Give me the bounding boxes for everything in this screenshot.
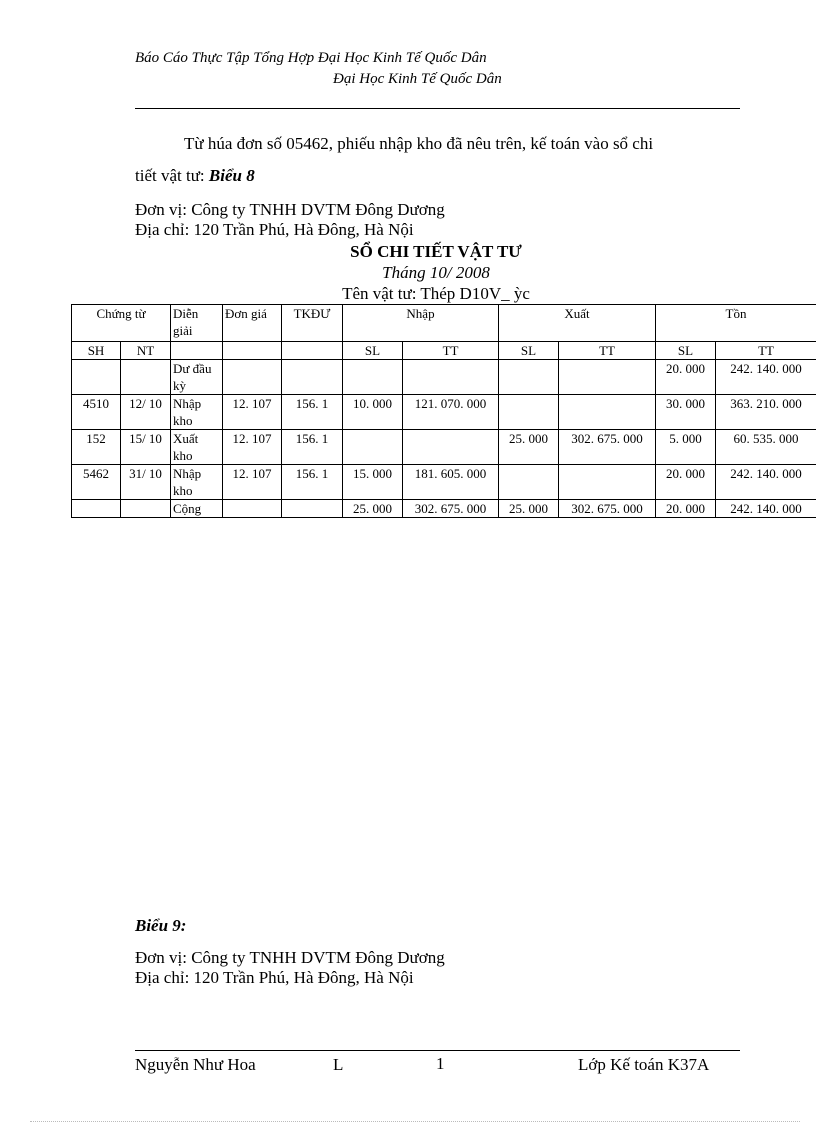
col-xuat-tt: TT: [559, 342, 656, 360]
col-xuat-sl: SL: [499, 342, 559, 360]
table-cell: [499, 395, 559, 430]
table-cell: 181. 605. 000: [403, 465, 499, 500]
header-row-2: [72, 342, 816, 360]
table-cell: 302. 675. 000: [559, 500, 656, 518]
intro-line2-text: tiết vật tư:: [135, 166, 209, 185]
table-cell: [559, 465, 656, 500]
footer-mark: L: [333, 1055, 344, 1074]
table-cell: 25. 000: [343, 500, 403, 518]
col-ton-tt: TT: [716, 342, 816, 360]
table-cell: 152: [72, 430, 121, 465]
table-cell: 12. 107: [223, 430, 282, 465]
footer-class: Lớp Kế toán K37A: [578, 1055, 710, 1074]
table-cell: [559, 360, 656, 395]
col-nt: NT: [121, 342, 171, 360]
table-cell: [403, 430, 499, 465]
col-tkdu: TKĐƯ: [282, 305, 343, 342]
table-cell: [121, 360, 171, 395]
col-chung-tu: Chứng từ: [72, 305, 171, 342]
table-cell: 15. 000: [343, 465, 403, 500]
table-cell: 25. 000: [499, 430, 559, 465]
table-cell: [121, 500, 171, 518]
table-cell: 12/ 10: [121, 395, 171, 430]
ledger-material: Tên vật tư: Thép D10V_ ỳc: [342, 284, 530, 303]
intro-line1: Từ húa đơn số 05462, phiếu nhập kho đã nêu trên, kế toán vào sổ chi: [184, 134, 654, 153]
table-cell: [282, 360, 343, 395]
table-cell: 242. 140. 000: [716, 465, 816, 500]
col-nhap-tt: TT: [403, 342, 499, 360]
table-cell: 31/ 10: [121, 465, 171, 500]
table-row: [72, 395, 816, 430]
table-cell: [499, 360, 559, 395]
bieu9-unit-address: Địa chỉ: 120 Trần Phú, Hà Đông, Hà Nội: [135, 968, 414, 987]
table-cell: 20. 000: [656, 360, 716, 395]
ledger-table: [71, 304, 816, 518]
col-dien-giai: Diễn giải: [171, 305, 223, 342]
table-cell: Cộng: [171, 500, 223, 518]
page-number: 1: [436, 1054, 445, 1073]
table-cell: [559, 395, 656, 430]
ledger-body: [72, 360, 816, 518]
table-cell: Nhập kho: [171, 465, 223, 500]
table-row: [72, 500, 816, 518]
unit-name: Đơn vị: Công ty TNHH DVTM Đông Dương: [135, 200, 445, 219]
table-row: [72, 360, 816, 395]
table-cell: 242. 140. 000: [716, 500, 816, 518]
table-cell: [282, 500, 343, 518]
bieu9-unit-name: Đơn vị: Công ty TNHH DVTM Đông Dương: [135, 948, 445, 967]
table-cell: 20. 000: [656, 500, 716, 518]
table-cell: 156. 1: [282, 430, 343, 465]
table-cell: 25. 000: [499, 500, 559, 518]
footer-rule: [135, 1050, 740, 1051]
table-cell: 5. 000: [656, 430, 716, 465]
table-cell: [72, 360, 121, 395]
footer-author: Nguyễn Như Hoa: [135, 1055, 256, 1074]
table-cell: [223, 500, 282, 518]
table-cell: 156. 1: [282, 395, 343, 430]
table-cell: 20. 000: [656, 465, 716, 500]
running-header-line1: Báo Cáo Thực Tập Tổng Hợp Đại Học Kinh Tế Quốc Dân: [135, 50, 487, 66]
table-cell: 30. 000: [656, 395, 716, 430]
table-cell: [499, 465, 559, 500]
ledger-title: SỔ CHI TIẾT VẬT TƯ: [350, 242, 522, 261]
col-ton-sl: SL: [656, 342, 716, 360]
table-cell: [403, 360, 499, 395]
table-cell: [343, 360, 403, 395]
table-cell: [343, 430, 403, 465]
header-rule: [135, 108, 740, 109]
table-cell: 302. 675. 000: [403, 500, 499, 518]
page-bottom-dotted: [30, 1121, 800, 1122]
col-nhap: Nhập: [343, 305, 499, 342]
table-cell: Dư đầu kỳ: [171, 360, 223, 395]
table-cell: Nhập kho: [171, 395, 223, 430]
col-nhap-sl: SL: [343, 342, 403, 360]
table-row: [72, 430, 816, 465]
table-cell: 12. 107: [223, 465, 282, 500]
table-cell: 60. 535. 000: [716, 430, 816, 465]
bieu-8-label: Biểu 8: [208, 166, 255, 185]
col-don-gia: Đơn giá: [223, 305, 282, 342]
table-cell: 12. 107: [223, 395, 282, 430]
table-cell: [72, 500, 121, 518]
running-header-line2: Đại Học Kinh Tế Quốc Dân: [333, 71, 502, 87]
table-cell: 5462: [72, 465, 121, 500]
table-cell: 302. 675. 000: [559, 430, 656, 465]
table-cell: Xuất kho: [171, 430, 223, 465]
intro-line2: [135, 166, 255, 186]
ledger-month: Tháng 10/ 2008: [382, 263, 490, 282]
table-cell: 10. 000: [343, 395, 403, 430]
unit-address: Địa chỉ: 120 Trần Phú, Hà Đông, Hà Nội: [135, 220, 414, 239]
header-row-1: [72, 305, 816, 342]
table-cell: 121. 070. 000: [403, 395, 499, 430]
table-cell: [223, 360, 282, 395]
col-xuat: Xuất: [499, 305, 656, 342]
table-cell: 363. 210. 000: [716, 395, 816, 430]
col-sh: SH: [72, 342, 121, 360]
bieu-9-label: Biểu 9:: [135, 916, 187, 935]
table-cell: 242. 140. 000: [716, 360, 816, 395]
table-cell: 4510: [72, 395, 121, 430]
table-cell: 156. 1: [282, 465, 343, 500]
table-row: [72, 465, 816, 500]
col-ton: Tồn: [656, 305, 816, 342]
table-cell: 15/ 10: [121, 430, 171, 465]
